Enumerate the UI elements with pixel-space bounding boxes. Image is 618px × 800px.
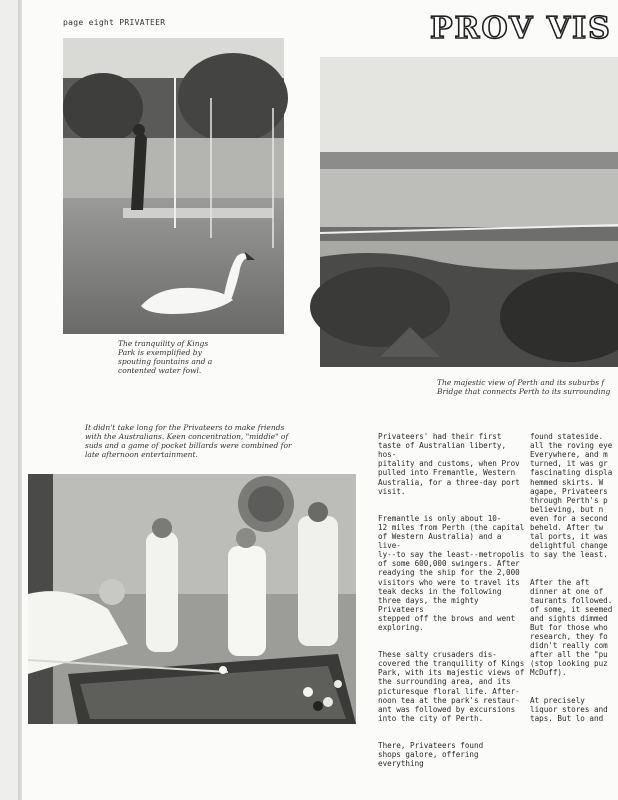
billiards-caption: It didn't take long for the Privateers to make friends with the Australians. Keen concentration, "middie" of suds and a game of pocket billards were combined for late afternoon entertainment.: [85, 423, 292, 459]
billiards-photo: [28, 474, 356, 724]
perth-view-photo: [320, 57, 618, 367]
article-paragraph: Fremantle is only about 10- 12 miles from Perth (the capital of Western Australia) and a live- ly--to say the least--metropolis of some 600,000 swingers. After readying the ship for the 2,000 visitors who were to travel its teak decks in the following three days, the mighty Privateers stepped off the brows and went exploring.: [378, 513, 525, 632]
article-paragraph: These salty crusaders dis- covered the tranquility of Kings Park, with its majestic views of the surrounding area, and its picturesque floral life. After- noon tea at the park's restaur- ant was followed by excursions into the city of Perth.: [378, 650, 525, 723]
article-paragraph: After the aft dinner at one of taurants followed. of some, it seemed and sights dimmed But for those who research, they fo didn't really com after all the "pu (stop looking puz McDuff).: [530, 577, 613, 678]
article-paragraph: Privateers' had their first taste of Australian liberty, hos- pitality and customs, when Prov pulled into Fremantle, Western Australia, for a three-day port visit.: [378, 432, 520, 496]
page-header: page eight PRIVATEER: [63, 18, 166, 27]
article-paragraph: found stateside. all the roving eye Everywhere, and m turned, it was gr fascinating displa hemmed skirts. W agape, Privateers through Perth's p believing, but n even for a second beheld. After tw tal ports, it was delightful change to say the least.: [530, 432, 613, 560]
article-headline: PROV VIS: [430, 11, 612, 46]
swan-fountain-caption: The tranquility of Kings Park is exemplified by spouting fountains and a contented water fowl.: [118, 339, 213, 375]
swan-fountain-photo: [63, 38, 284, 334]
article-paragraph: At precisely liquor stores and taps. But lo and: [530, 695, 608, 723]
perth-view-caption: The majestic view of Perth and its suburbs f Bridge that connects Perth to its surrounding: [437, 378, 611, 396]
article-column-1: [378, 423, 526, 769]
article-paragraph: There, Privateers found shops galore, offering everything: [378, 741, 484, 769]
article-column-2: [530, 423, 618, 723]
